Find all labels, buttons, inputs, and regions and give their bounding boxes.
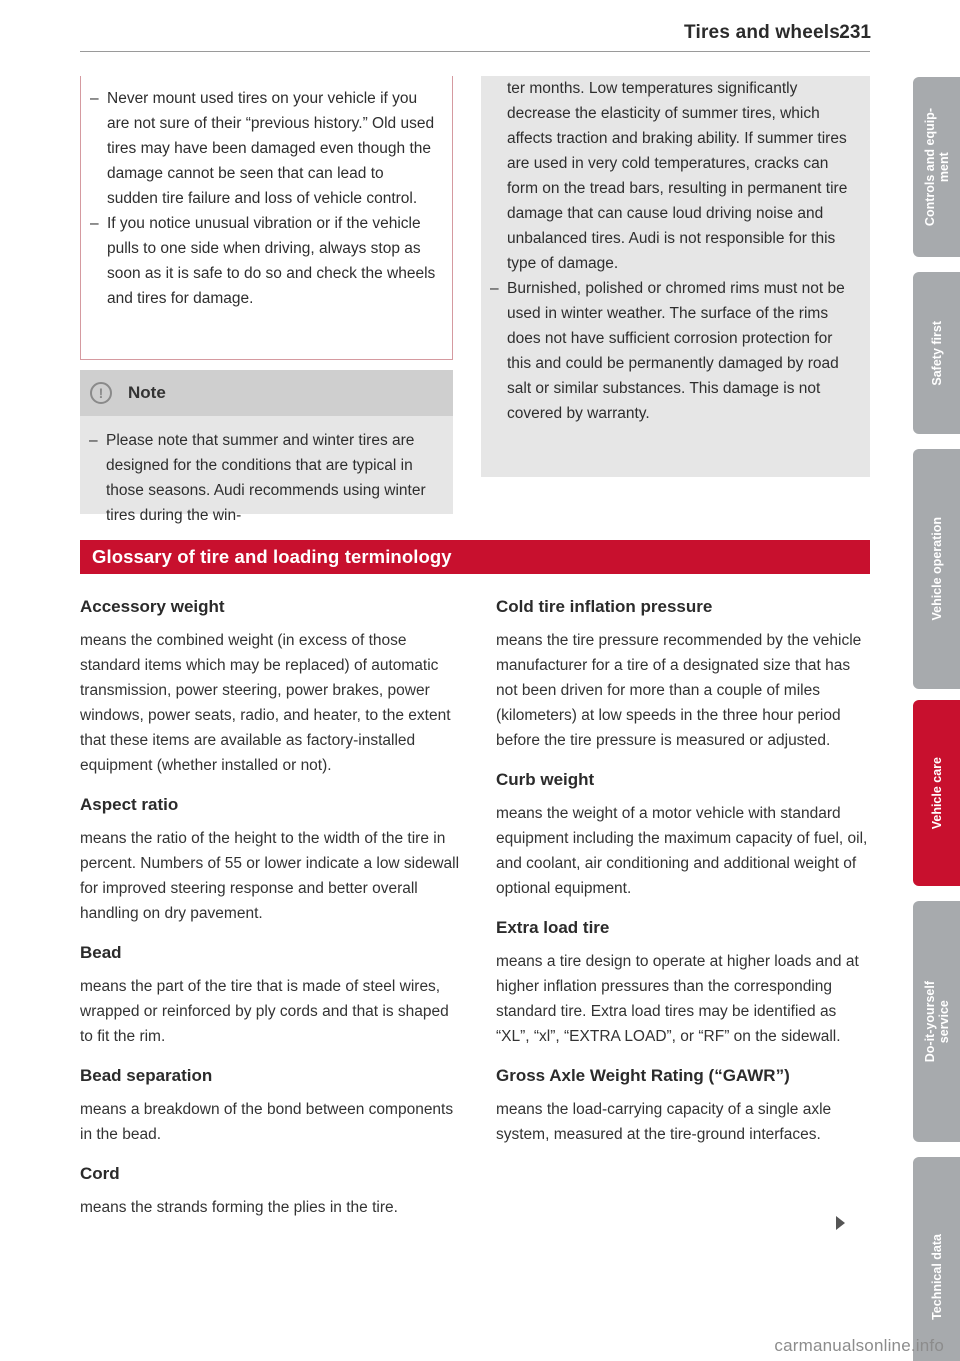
- note-box: [80, 370, 453, 524]
- info-circle-icon: !: [90, 382, 112, 404]
- glossary-definition: means the tire pressure recommended by the vehicle manufacturer for a tire of a designated size that has not been driven for more than a couple of miles (kilometers) at low speeds in the three hour period before the tire pressure is measured or adjusted.: [496, 632, 862, 749]
- note-list-continued: [481, 276, 870, 426]
- glossary-term: Bead: [80, 943, 122, 962]
- glossary-term: Accessory weight: [80, 597, 225, 616]
- warning-box: [80, 76, 453, 360]
- page-number: 231: [839, 22, 871, 43]
- glossary-term: Curb weight: [496, 770, 595, 789]
- tab-label: Controls and equip- ment: [922, 107, 951, 227]
- glossary-definition: means the strands forming the plies in the tire.: [80, 1199, 398, 1216]
- tab-safety-first[interactable]: [913, 272, 960, 434]
- glossary-term: Bead separation: [80, 1066, 213, 1085]
- glossary-term: Gross Axle Weight Rating (“GAWR”): [496, 1066, 790, 1085]
- glossary-definition: means a breakdown of the bond between components in the bead.: [80, 1101, 454, 1143]
- continue-arrow-icon: [836, 1216, 845, 1230]
- glossary-title: Glossary of tire and loading terminology: [92, 546, 452, 567]
- glossary-term: Extra load tire: [496, 918, 610, 937]
- warning-list: [81, 76, 452, 311]
- watermark: carmanualsonline.info: [774, 1336, 944, 1355]
- glossary-definition: means the weight of a motor vehicle with standard equipment including the maximum capacity of fuel, oil, and coolant, air conditioning and additional weight of optional equipment.: [496, 805, 868, 897]
- glossary-term: Cord: [80, 1164, 120, 1183]
- header-section-title: Tires and wheels: [684, 22, 840, 43]
- tab-technical-data[interactable]: [913, 1157, 960, 1361]
- note-continuation-text: ter months. Low temperatures significantly decrease the elasticity of summer tires, which affects traction and braking ability. If summer tires are used in very cold temperatures, cracks can form on the tread bars, resulting in permanent tire damage that can cause loud driving noise and unbalanced tires. Audi is not responsible for this type of damage.: [507, 80, 848, 272]
- glossary-definition: means the combined weight (in excess of those standard items which may be replaced) of automatic transmission, power steering, power brakes, power windows, power seats, radio, and heater, to the extent that these items are available as factory-installed equipment (whether installed or not).: [80, 632, 451, 774]
- tab-vehicle-operation[interactable]: [913, 449, 960, 689]
- note-title: Note: [128, 383, 166, 402]
- tab-do-it-yourself-service[interactable]: [913, 901, 960, 1142]
- glossary-right-column: [496, 580, 874, 1147]
- glossary-definition: means the part of the tire that is made of steel wires, wrapped or reinforced by ply cords and that is shaped to fit the rim.: [80, 978, 449, 1045]
- glossary-term: Cold tire inflation pressure: [496, 597, 713, 616]
- tab-label: Do-it-yourself service: [922, 980, 951, 1063]
- glossary-definition: means the ratio of the height to the width of the tire in percent. Numbers of 55 or lower indicate a low sidewall for improved steering response and better overall handling on dry pavement.: [80, 830, 460, 922]
- tab-label: Vehicle care: [929, 756, 944, 830]
- tab-label: Safety first: [929, 320, 944, 386]
- note-item: – Burnished, polished or chromed rims must not be used in winter weather. The surface of the rims does not have sufficient corrosion protection for this and could be permanently damaged by road salt or similar substances. This damage is not covered by warranty.: [489, 276, 854, 426]
- note-item: – Please note that summer and winter tires are designed for the conditions that are typical in those seasons. Audi recommends using winter tires during the win-: [88, 428, 439, 528]
- tab-label: Technical data: [929, 1234, 944, 1320]
- note-continuation-box: [481, 76, 870, 477]
- note-header: [80, 370, 453, 416]
- glossary-banner: [80, 540, 870, 574]
- note-list: [80, 416, 453, 528]
- glossary-definition: means a tire design to operate at higher loads and at higher inflation pressures than the corresponding standard tire. Extra load tires may be identified as “XL”, “xl”, “EXTRA LOAD”, or “RF” on the sidewall.: [496, 953, 859, 1045]
- glossary-left-column: [80, 580, 460, 1220]
- warning-item: – Never mount used tires on your vehicle if you are not sure of their “previous history.” Old used tires may have been damaged even though the damage cannot be seen that can lead to sudden tire failure and loss of vehicle control.: [89, 86, 436, 211]
- glossary-definition: means the load-carrying capacity of a single axle system, measured at the tire-ground interfaces.: [496, 1101, 832, 1143]
- header-rule: [80, 51, 870, 52]
- tab-label: Vehicle operation: [929, 517, 944, 621]
- glossary-term: Aspect ratio: [80, 795, 179, 814]
- tab-vehicle-care[interactable]: [913, 700, 960, 886]
- warning-item: – If you notice unusual vibration or if the vehicle pulls to one side when driving, always stop as soon as it is safe to do so and check the wheels and tires for damage.: [89, 211, 436, 311]
- tab-controls-and-equipment[interactable]: [913, 77, 960, 257]
